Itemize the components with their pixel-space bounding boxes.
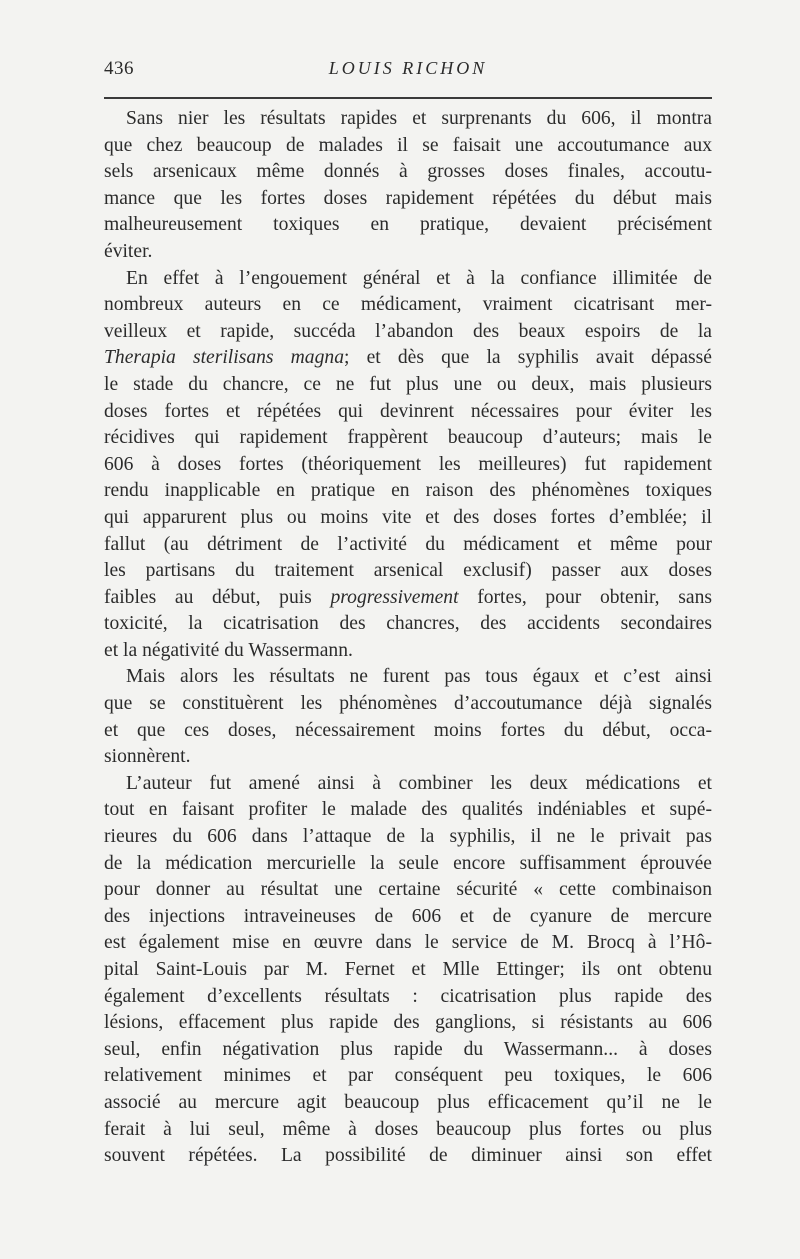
text-segment: sels arsenicaux même donnés à grosses doses finales, accoutu- — [104, 161, 712, 183]
text-line — [104, 345, 712, 372]
text-segment: rendu inapplicable en pratique en raison des phénomènes toxiques — [104, 480, 712, 502]
text-segment: fallut (au détriment de l’activité du médicament et même pour — [104, 533, 712, 555]
text-line — [104, 1010, 712, 1037]
text-segment: associé au mercure agit beaucoup plus efficacement qu’il ne le — [104, 1091, 712, 1113]
text-line — [104, 212, 712, 239]
text-line — [104, 452, 712, 479]
text-segment: également d’excellents résultats : cicatrisation plus rapide des — [104, 985, 712, 1007]
text-line — [104, 159, 712, 186]
text-line — [104, 478, 712, 505]
text-line — [104, 984, 712, 1011]
text-segment: que chez beaucoup de malades il se faisait une accoutumance aux — [104, 134, 712, 156]
text-segment: Sans nier les résultats rapides et surprenants du 606, il montra — [126, 108, 712, 129]
text-line — [104, 186, 712, 213]
text-line — [104, 904, 712, 931]
text-line — [104, 664, 712, 691]
italic-phrase: progressivement — [330, 586, 459, 608]
text-line — [104, 1037, 712, 1064]
text-line — [104, 1117, 712, 1144]
text-line — [104, 558, 712, 585]
header-rule — [104, 97, 712, 99]
text-line — [104, 133, 712, 160]
text-segment: mance que les fortes doses rapidement répétées du début mais — [104, 187, 712, 209]
text-line — [104, 532, 712, 559]
text-segment: éviter. — [104, 240, 153, 262]
text-line — [104, 239, 712, 266]
text-line — [104, 319, 712, 346]
text-line — [104, 399, 712, 426]
text-segment: ; et dès que la syphilis avait dépassé — [344, 347, 712, 369]
text-line — [104, 771, 712, 798]
text-line — [104, 1063, 712, 1090]
text-segment: pital Saint-Louis par M. Fernet et Mlle Ettinger; ils ont obtenu — [104, 959, 712, 980]
running-title: LOUIS RICHON — [328, 58, 488, 78]
text-line — [104, 106, 712, 133]
text-segment: Mais alors les résultats ne furent pas tous égaux et c’est ainsi — [126, 666, 712, 688]
text-segment: que se constituèrent les phénomènes d’accoutumance déjà signalés — [104, 693, 712, 715]
text-line — [104, 957, 712, 984]
text-segment: et la négativité du Wassermann. — [104, 639, 353, 661]
text-segment: En effet à l’engouement général et à la confiance illimitée de — [126, 267, 712, 289]
italic-phrase: Therapia sterilisans magna — [104, 347, 344, 369]
text-segment: est également mise en œuvre dans le service de M. Brocq à l’Hô- — [104, 932, 712, 954]
text-line — [104, 372, 712, 399]
text-line — [104, 691, 712, 718]
text-segment: pour donner au résultat une certaine sécurité « cette combinaison — [104, 879, 712, 901]
text-segment: et que ces doses, nécessairement moins fortes du début, occa- — [104, 719, 712, 741]
text-line — [104, 851, 712, 878]
text-segment: doses fortes et répétées qui devinrent nécessaires pour éviter les — [104, 400, 712, 422]
text-segment: sionnèrent. — [104, 746, 191, 768]
text-segment: les partisans du traitement arsenical exclusif) passer aux doses — [104, 560, 712, 582]
page-header — [104, 58, 712, 88]
text-line — [104, 930, 712, 957]
text-segment: relativement minimes et par conséquent peu toxiques, le 606 — [104, 1065, 712, 1087]
text-segment: de la médication mercurielle la seule encore suffisamment éprouvée — [104, 852, 712, 874]
text-line — [104, 797, 712, 824]
text-segment: le stade du chancre, ce ne fut plus une ou deux, mais plusieurs — [104, 373, 712, 395]
text-line — [104, 877, 712, 904]
text-segment: faibles au début, puis — [104, 586, 331, 608]
text-segment: ferait à lui seul, même à doses beaucoup plus fortes ou plus — [104, 1118, 712, 1140]
page-number: 436 — [104, 58, 134, 79]
text-line — [104, 718, 712, 745]
text-line — [104, 425, 712, 452]
text-line — [104, 638, 712, 665]
text-line — [104, 824, 712, 851]
text-segment: souvent répétées. La possibilité de diminuer ainsi son effet — [104, 1145, 712, 1167]
text-segment: lésions, effacement plus rapide des ganglions, si résistants au 606 — [104, 1012, 712, 1034]
text-segment: toxicité, la cicatrisation des chancres, des accidents secondaires — [104, 613, 712, 635]
text-segment: fortes, pour obtenir, sans — [458, 586, 712, 608]
text-line — [104, 611, 712, 638]
text-segment: seul, enfin négativation plus rapide du Wassermann... à doses — [104, 1038, 712, 1060]
text-line — [104, 585, 712, 612]
text-segment: tout en faisant profiter le malade des qualités indéniables et supé- — [104, 799, 712, 821]
text-line — [104, 266, 712, 293]
text-line — [104, 744, 712, 771]
text-line — [104, 505, 712, 532]
text-segment: malheureusement toxiques en pratique, devaient précisément — [104, 214, 712, 236]
body-text — [104, 106, 712, 1170]
text-segment: veilleux et rapide, succéda l’abandon des beaux espoirs de la — [104, 320, 712, 342]
text-segment: qui apparurent plus ou moins vite et des doses fortes d’emblée; il — [104, 506, 712, 528]
text-segment: nombreux auteurs en ce médicament, vraiment cicatrisant mer- — [104, 294, 712, 316]
text-segment: rieures du 606 dans l’attaque de la syphilis, il ne le privait pas — [104, 826, 712, 848]
text-line — [104, 1143, 712, 1170]
text-line — [104, 1090, 712, 1117]
text-segment: des injections intraveineuses de 606 et de cyanure de mercure — [104, 905, 712, 927]
text-segment: récidives qui rapidement frappèrent beaucoup d’auteurs; mais le — [104, 427, 712, 449]
text-line — [104, 292, 712, 319]
text-segment: L’auteur fut amené ainsi à combiner les deux médications et — [126, 772, 712, 794]
text-segment: 606 à doses fortes (théoriquement les meilleures) fut rapidement — [104, 453, 712, 475]
